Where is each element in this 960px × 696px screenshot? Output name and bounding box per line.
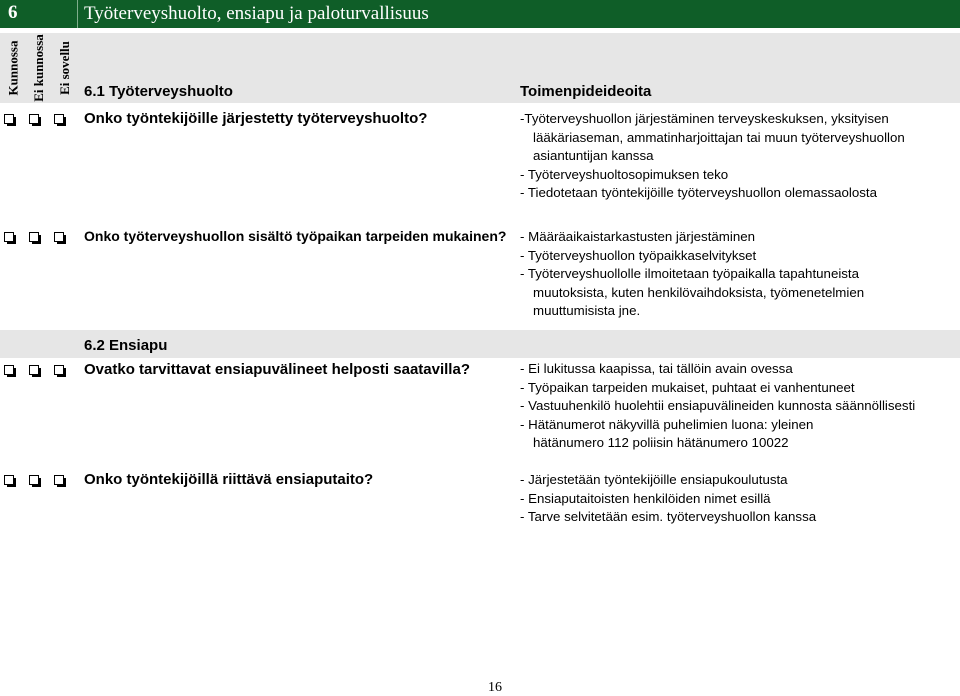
idea-line: - Vastuuhenkilö huolehtii ensiapuvälineiden kunnosta säännöllisesti [520, 398, 916, 414]
column-header-ei-sovellu: Ei sovellu [57, 41, 73, 95]
checkbox-kunnossa[interactable] [4, 232, 14, 242]
idea-line: - Ensiaputaitoisten henkilöiden nimet esillä [520, 490, 771, 506]
question-text: Onko työterveyshuollon sisältö työpaikan tarpeiden mukainen? [84, 228, 507, 244]
checkbox-ei-kunnossa[interactable] [29, 232, 39, 242]
idea-line: asiantuntijan kanssa [533, 148, 654, 164]
question-text: Ovatko tarvittavat ensiapuvälineet helposti saatavilla? [84, 361, 470, 378]
idea-line: - Järjestetään työntekijöille ensiapukoulutusta [520, 472, 788, 487]
idea-line: - Tarve selvitetään esim. työterveyshuollon kanssa [520, 509, 817, 525]
checkbox-ei-sovellu[interactable] [54, 475, 64, 485]
checkbox-kunnossa[interactable] [4, 365, 14, 375]
subsection-title-6-2: 6.2 Ensiapu [84, 337, 168, 354]
section-title: Työterveyshuolto, ensiapu ja paloturvallisuus [84, 3, 429, 24]
ideas-list [520, 110, 905, 203]
column-header-kunnossa: Kunnossa [5, 40, 21, 96]
subsection-title-6-1: 6.1 Työterveyshuolto [84, 83, 233, 100]
section-header-bar [0, 0, 960, 28]
idea-line: muutoksista, kuten henkilövaihdoksista, työmenetelmien [533, 284, 865, 300]
ideas-list [520, 360, 915, 453]
idea-line: hätänumero 112 poliisin hätänumero 10022 [533, 435, 789, 451]
idea-line: - Työterveyshuoltosopimuksen teko [520, 166, 729, 182]
question-text: Onko työntekijöillä riittävä ensiaputaito? [84, 471, 374, 488]
header-divider [77, 0, 78, 28]
section-number: 6 [8, 2, 18, 23]
idea-line: - Tiedotetaan työntekijöille työterveyshuollon olemassaolosta [520, 185, 878, 201]
checkbox-ei-kunnossa[interactable] [29, 114, 39, 124]
idea-line: - Määräaikaistarkastusten järjestäminen [520, 229, 756, 244]
idea-line: - Työterveyshuollon työpaikkaselvitykset [520, 247, 757, 263]
column-header-ei-kunnossa: Ei kunnossa [31, 34, 47, 102]
checkbox-kunnossa[interactable] [4, 475, 14, 485]
idea-line: - Hätänumerot näkyvillä puhelimien luona: yleinen [520, 416, 814, 432]
question-text: Onko työntekijöille järjestetty työterveyshuolto? [84, 110, 428, 127]
idea-line: - Työpaikan tarpeiden mukaiset, puhtaat ei vanhentuneet [520, 379, 855, 395]
checkbox-ei-kunnossa[interactable] [29, 475, 39, 485]
idea-line: - Työterveyshuollolle ilmoitetaan työpaikalla tapahtuneista [520, 266, 860, 282]
checkbox-ei-sovellu[interactable] [54, 365, 64, 375]
checkbox-kunnossa[interactable] [4, 114, 14, 124]
idea-line: muuttumisista jne. [533, 303, 641, 319]
ideas-list [520, 471, 816, 527]
idea-line: - Ei lukitussa kaapissa, tai tällöin avain ovessa [520, 361, 793, 376]
checkbox-ei-kunnossa[interactable] [29, 365, 39, 375]
ideas-list [520, 228, 864, 321]
checkbox-ei-sovellu[interactable] [54, 232, 64, 242]
idea-line: -Työterveyshuollon järjestäminen terveyskeskuksen, yksityisen [520, 111, 889, 126]
checkbox-ei-sovellu[interactable] [54, 114, 64, 124]
ideas-column-header: Toimenpideideoita [520, 83, 652, 100]
idea-line: lääkäriaseman, ammatinharjoittajan tai muun työterveyshuollon [533, 129, 905, 145]
page-number: 16 [488, 680, 502, 695]
